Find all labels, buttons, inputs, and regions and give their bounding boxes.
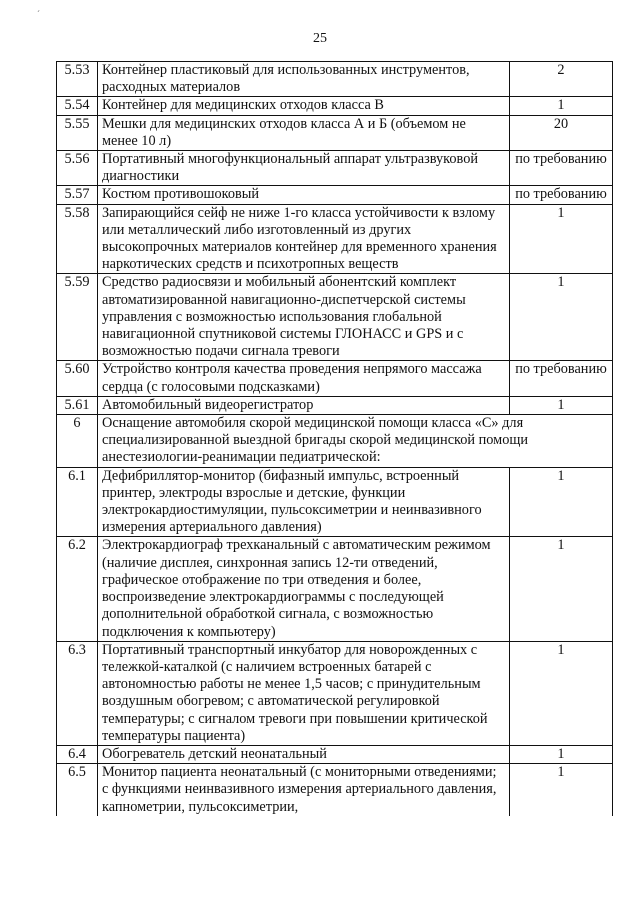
row-quantity: 1 — [510, 396, 613, 414]
equipment-table-body — [57, 62, 613, 816]
table-row — [57, 186, 613, 204]
row-description: Дефибриллятор-монитор (бифазный импульс, встроенный принтер, электроды взрослые и детские, функции электрокардиостимуляции, пульсоксиметрии и неинвазивного измерения артериального давления) — [98, 467, 510, 537]
row-number: 6.4 — [57, 745, 98, 763]
row-quantity: 20 — [510, 115, 613, 150]
table-row — [57, 62, 613, 97]
row-number: 5.55 — [57, 115, 98, 150]
page-number: 25 — [313, 31, 327, 46]
row-quantity: 1 — [510, 97, 613, 115]
row-quantity: по требованию — [510, 361, 613, 396]
row-description: Автомобильный видеорегистратор — [98, 396, 510, 414]
row-description: Портативный многофункциональный аппарат ультразвуковой диагностики — [98, 151, 510, 186]
row-number: 5.60 — [57, 361, 98, 396]
row-description: Устройство контроля качества проведения непрямого массажа сердца (с голосовыми подсказками) — [98, 361, 510, 396]
row-quantity: 1 — [510, 204, 613, 274]
row-quantity: 1 — [510, 764, 613, 816]
scan-corner-mark: ´ — [37, 9, 40, 19]
table-row — [57, 204, 613, 274]
table-row — [57, 115, 613, 150]
table-row — [57, 745, 613, 763]
row-number: 6.2 — [57, 537, 98, 641]
row-number: 6.1 — [57, 467, 98, 537]
table-row — [57, 396, 613, 414]
row-quantity: 1 — [510, 641, 613, 745]
section-description: Оснащение автомобиля скорой медицинской помощи класса «С» для специализированной выездной бригады скорой медицинской помощи анестезиологии-реанимации педиатрической: — [98, 415, 613, 468]
table-row — [57, 641, 613, 745]
table-row — [57, 97, 613, 115]
row-description: Монитор пациента неонатальный (с мониторными отведениями; с функциями неинвазивного измерения артериального давления, капнометрии, пульсоксиметрии, — [98, 764, 510, 816]
row-quantity: 1 — [510, 745, 613, 763]
row-description: Запирающийся сейф не ниже 1-го класса устойчивости к взлому или металлический либо изготовленный из других высокопрочных материалов контейнер для временного хранения наркотических средств и психотропных веществ — [98, 204, 510, 274]
table-row — [57, 361, 613, 396]
row-description: Контейнер для медицинских отходов класса В — [98, 97, 510, 115]
row-quantity: 1 — [510, 274, 613, 361]
table-row — [57, 537, 613, 641]
row-number: 6.3 — [57, 641, 98, 745]
table-row — [57, 151, 613, 186]
table-row — [57, 274, 613, 361]
section-number: 6 — [57, 415, 98, 468]
row-number: 5.53 — [57, 62, 98, 97]
row-quantity: по требованию — [510, 151, 613, 186]
row-number: 5.56 — [57, 151, 98, 186]
row-number: 5.54 — [57, 97, 98, 115]
row-number: 5.59 — [57, 274, 98, 361]
row-number: 5.58 — [57, 204, 98, 274]
row-quantity: по требованию — [510, 186, 613, 204]
row-description: Обогреватель детский неонатальный — [98, 745, 510, 763]
row-description: Мешки для медицинских отходов класса А и Б (объемом не менее 10 л) — [98, 115, 510, 150]
row-quantity: 1 — [510, 537, 613, 641]
table-row-section — [57, 415, 613, 468]
row-description: Средство радиосвязи и мобильный абонентский комплект автоматизированной навигационно-диспетчерской системы управления с возможностью использования глобальной навигационной спутниковой системы ГЛОНАСС и GPS и с возможностью подачи сигнала тревоги — [98, 274, 510, 361]
row-number: 5.57 — [57, 186, 98, 204]
row-number: 6.5 — [57, 764, 98, 816]
row-description: Контейнер пластиковый для использованных инструментов, расходных материалов — [98, 62, 510, 97]
row-quantity: 1 — [510, 467, 613, 537]
row-description: Костюм противошоковый — [98, 186, 510, 204]
row-description: Электрокардиограф трехканальный с автоматическим режимом (наличие дисплея, синхронная запись 12-ти отведений, графическое отображение по три отведения и более, воспроизведение электрокардиограммы с последующей дополнительной обработкой сигнала, с возможностью подключения к компьютеру) — [98, 537, 510, 641]
row-number: 5.61 — [57, 396, 98, 414]
table-row — [57, 467, 613, 537]
table-row — [57, 764, 613, 816]
row-description: Портативный транспортный инкубатор для новорожденных с тележкой-каталкой (с наличием встроенных батарей с автономностью работы не менее 1,5 часов; с принудительным воздушным обогревом; с автоматической регулировкой температуры; с сигналом тревоги при повышении критической температуры пациента) — [98, 641, 510, 745]
equipment-table — [56, 61, 613, 816]
row-quantity: 2 — [510, 62, 613, 97]
